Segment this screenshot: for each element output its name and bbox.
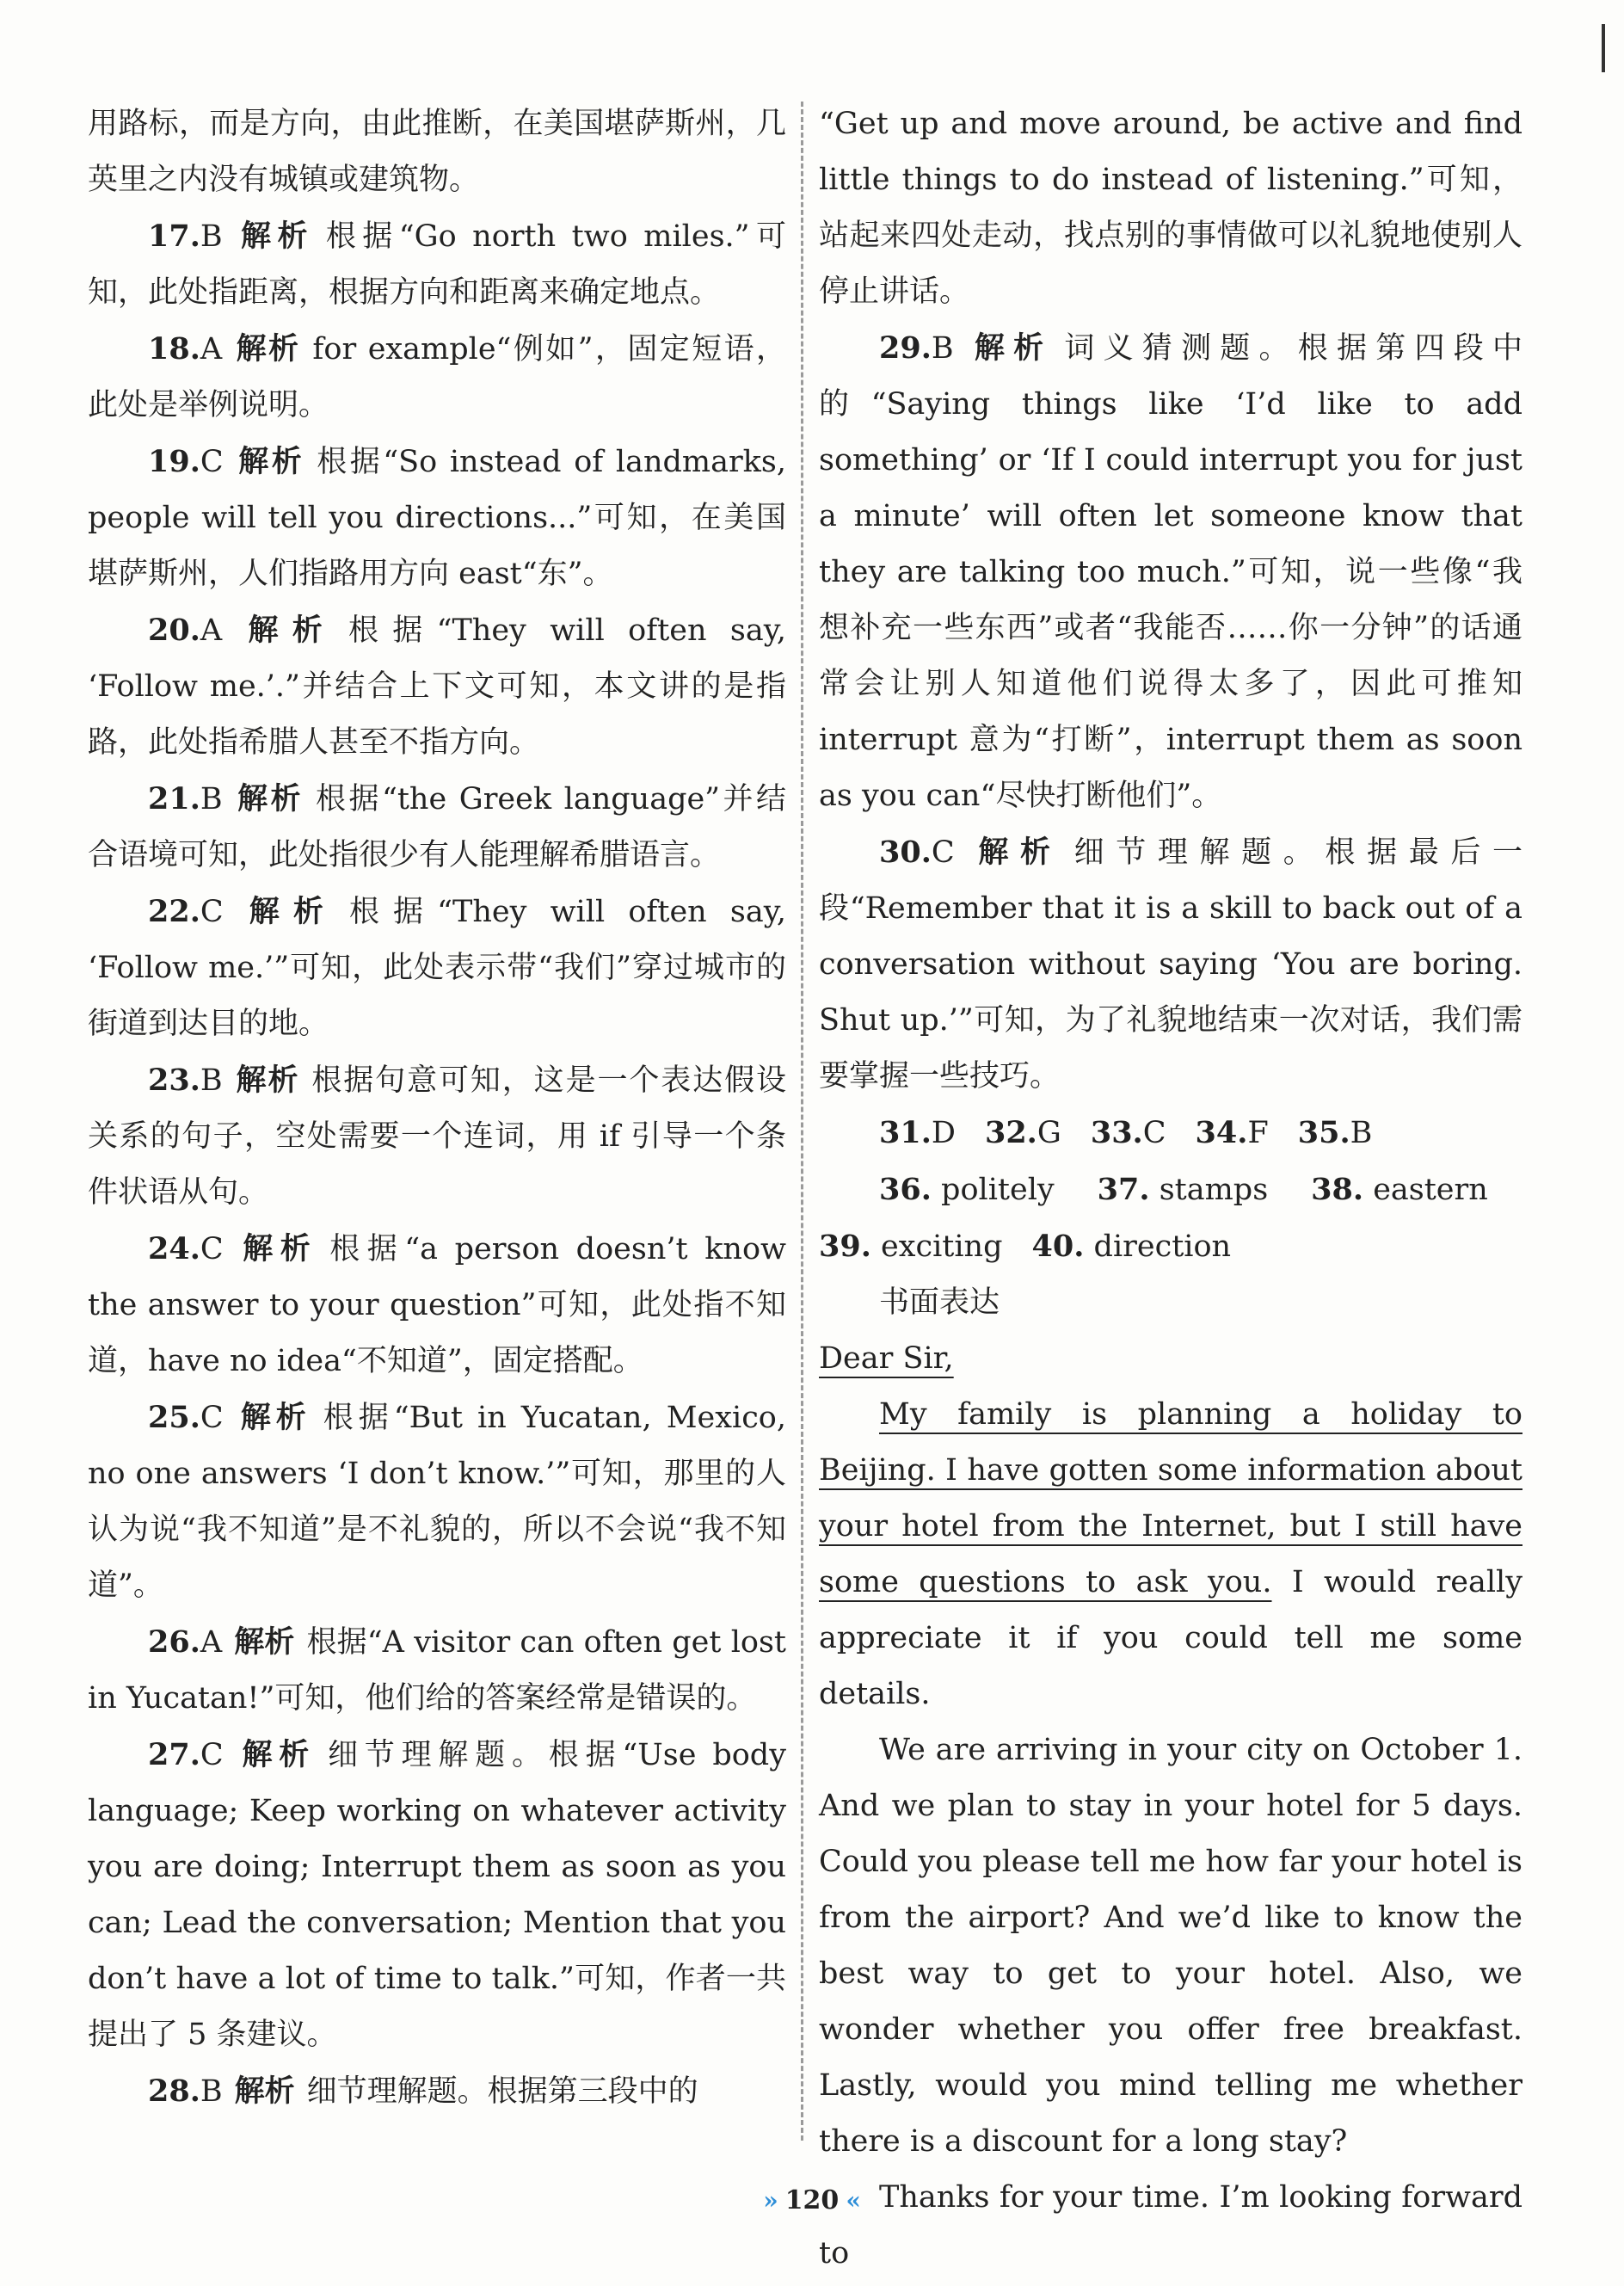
underlined-text: My family is planning a holiday to Beijing. I have gotten some information about your hotel from the Internet, but I still have some questions to ask you. bbox=[819, 1397, 1522, 1599]
question-number: 18. bbox=[148, 331, 200, 367]
question-number: 19. bbox=[148, 444, 200, 479]
answer-26 bbox=[88, 1614, 786, 1727]
short-answer: 33.C bbox=[1090, 1115, 1166, 1150]
short-answers-31-35 bbox=[819, 1105, 1522, 1161]
chevron-left-icon: « bbox=[846, 2186, 861, 2215]
answer-letter: A bbox=[200, 1625, 223, 1660]
analysis-text: 细节理解题。根据第三段中的 bbox=[306, 2074, 698, 2109]
answer-letter: C bbox=[200, 1738, 224, 1772]
analysis-tag: 解析 bbox=[234, 219, 314, 254]
short-answer: 31.D bbox=[879, 1115, 956, 1150]
analysis-text: 细节理解题。根据“Use body language; Keep working on whatever activity you are doing; Interrupt them as soon as you can; Lead the conversation; Mention that you don’t have a lot of time to talk.”可知，作者一共提出了 5 条建议。 bbox=[88, 1738, 786, 2052]
analysis-tag: 解析 bbox=[234, 1063, 300, 1098]
answer-20 bbox=[88, 602, 786, 771]
question-number: 17. bbox=[148, 219, 200, 254]
short-answer: 40. direction bbox=[1031, 1229, 1232, 1264]
answer-letter: A bbox=[200, 613, 223, 648]
section-title: 书面表达 bbox=[879, 1285, 1000, 1320]
right-continuation: “Get up and move around, be active and find little things to do instead of listening.”可知，站起来四处走动，找点别的事情做可以礼貌地使别人停止讲话。 bbox=[819, 107, 1522, 309]
answer-letter: B bbox=[200, 782, 223, 816]
analysis-text: 词义猜测题。根据第四段中的“Saying things like ‘I’d like to add something’ or ‘If I could interrupt you for just a minute’ will often let someone know that they are talking too much.”可知，说一些像“我想补充一些东西”或者“我能否……你一分钟”的话通常会让别人知道他们说得太多了，因此可推知 interrupt 意为“打断”，interrupt them as soon as you can“尽快打断他们”。 bbox=[819, 331, 1522, 813]
analysis-text: 根据“Go north two miles.”可知，此处指距离，根据方向和距离来确定地点。 bbox=[88, 219, 786, 310]
answer-letter: C bbox=[200, 1401, 224, 1435]
letter-salutation: Dear Sir, bbox=[819, 1341, 954, 1376]
short-answer: 35.B bbox=[1297, 1115, 1373, 1150]
question-number: 21. bbox=[148, 781, 200, 816]
left-continuation: 用路标，而是方向，由此推断，在美国堪萨斯州，几英里之内没有城镇或建筑物。 bbox=[88, 107, 786, 197]
question-number: 28. bbox=[148, 2073, 200, 2109]
question-number: 29. bbox=[879, 330, 932, 366]
analysis-tag: 解析 bbox=[234, 331, 301, 367]
answer-letter: C bbox=[931, 835, 955, 870]
answer-24 bbox=[88, 1221, 786, 1389]
analysis-tag: 解析 bbox=[234, 613, 337, 648]
right-column bbox=[819, 96, 1522, 2282]
short-answer: 32.G bbox=[984, 1115, 1061, 1150]
question-number: 27. bbox=[148, 1737, 200, 1772]
short-answers-39-40 bbox=[819, 1218, 1522, 1275]
answer-letter: C bbox=[200, 895, 224, 929]
answer-28 bbox=[88, 2063, 786, 2120]
short-answer: 34.F bbox=[1195, 1115, 1269, 1150]
analysis-text: 根据“They will often say, ‘Follow me.’”可知，此处表示带“我们”穿过城市的街道到达目的地。 bbox=[88, 895, 786, 1041]
answer-letter: B bbox=[200, 219, 223, 254]
corner-mark bbox=[1602, 24, 1605, 72]
short-answer: 36. politely bbox=[879, 1172, 1055, 1207]
short-answers-36-38 bbox=[819, 1161, 1522, 1218]
analysis-tag: 解析 bbox=[965, 330, 1053, 366]
analysis-tag: 解析 bbox=[235, 444, 305, 479]
answer-letter: C bbox=[200, 1232, 224, 1266]
question-number: 26. bbox=[148, 1624, 200, 1660]
answer-letter: B bbox=[931, 331, 954, 366]
answer-letter: A bbox=[200, 332, 223, 367]
answer-letter: B bbox=[200, 1063, 223, 1098]
analysis-tag: 解析 bbox=[235, 1231, 318, 1266]
left-column bbox=[88, 96, 786, 2120]
answer-17 bbox=[88, 208, 786, 321]
letter-paragraph-1 bbox=[819, 1387, 1522, 1722]
short-answer: 39. exciting bbox=[819, 1229, 1003, 1264]
analysis-tag: 解析 bbox=[235, 894, 337, 929]
letter-paragraph-2: We are arriving in your city on October 1. And we plan to stay in your hotel for 5 days. Could you please tell me how far your hotel is from the airport? And we’d like to know the best way to get to your hotel. Also, we wonder whether you offer free breakfast. Lastly, would you mind telling me whether there is a discount for a long stay? bbox=[819, 1733, 1522, 2159]
analysis-text: 根据“But in Yucatan, Mexico, no one answers ‘I don’t know.’”可知，那里的人认为说“我不知道”是不礼貌的，所以不会说“我不知道”。 bbox=[88, 1401, 786, 1603]
analysis-text: 细节理解题。根据最后一段“Remember that it is a skill to back out of a conversation without saying ‘You are boring. Shut up.’”可知，为了礼貌地结束一次对话，我们需要掌握一些技巧。 bbox=[819, 835, 1522, 1094]
answer-18 bbox=[88, 321, 786, 434]
answer-21 bbox=[88, 771, 786, 884]
analysis-tag: 解析 bbox=[235, 1737, 317, 1772]
page-number: 120 bbox=[784, 2185, 840, 2215]
question-number: 25. bbox=[148, 1400, 200, 1435]
analysis-tag: 解析 bbox=[234, 1624, 295, 1660]
question-number: 24. bbox=[148, 1231, 200, 1266]
analysis-text: 根据“a person doesn’t know the answer to your question”可知，此处指不知道，have no idea“不知道”，固定搭配。 bbox=[88, 1232, 786, 1378]
analysis-text: for example“例如”，固定短语，此处是举例说明。 bbox=[88, 332, 786, 422]
answer-19 bbox=[88, 434, 786, 602]
letter-text: I would really appreciate it if you could tell me some details. bbox=[819, 1565, 1523, 1711]
analysis-tag: 解析 bbox=[234, 781, 304, 816]
short-answer: 37. stamps bbox=[1097, 1172, 1269, 1207]
analysis-text: 根据“They will often say, ‘Follow me.’.”并结合上下文可知，本文讲的是指路，此处指希腊人甚至不指方向。 bbox=[88, 613, 786, 760]
question-number: 22. bbox=[148, 894, 200, 929]
answer-29 bbox=[819, 320, 1522, 824]
analysis-text: 根据句意可知，这是一个表达假设关系的句子，空处需要一个连词，用 if 引导一个条件状语从句。 bbox=[88, 1063, 786, 1210]
answer-letter: B bbox=[200, 2074, 223, 2109]
analysis-tag: 解析 bbox=[235, 1400, 311, 1435]
analysis-tag: 解析 bbox=[966, 835, 1062, 870]
analysis-tag: 解析 bbox=[234, 2073, 295, 2109]
page-footer bbox=[0, 2185, 1624, 2215]
column-divider bbox=[801, 102, 803, 2141]
short-answer: 38. eastern bbox=[1311, 1172, 1488, 1207]
question-number: 23. bbox=[148, 1063, 200, 1098]
answer-letter: C bbox=[200, 445, 224, 479]
question-number: 30. bbox=[879, 835, 932, 870]
analysis-text: 根据“A visitor can often get lost in Yucatan!”可知，他们给的答案经常是错误的。 bbox=[88, 1625, 786, 1716]
answer-22 bbox=[88, 884, 786, 1052]
analysis-text: 根据“the Greek language”并结合语境可知，此处指很少有人能理解希腊语言。 bbox=[88, 782, 786, 872]
answer-30 bbox=[819, 824, 1522, 1105]
answer-23 bbox=[88, 1052, 786, 1221]
answer-27 bbox=[88, 1727, 786, 2063]
letter-paragraph-3: Thanks for your time. I’m looking forward to bbox=[819, 2180, 1522, 2271]
answer-25 bbox=[88, 1389, 786, 1614]
chevron-right-icon: » bbox=[763, 2186, 778, 2215]
question-number: 20. bbox=[148, 613, 200, 648]
analysis-text: 根据“So instead of landmarks, people will tell you directions...”可知，在美国堪萨斯州，人们指路用方向 east“东”。 bbox=[88, 445, 786, 591]
